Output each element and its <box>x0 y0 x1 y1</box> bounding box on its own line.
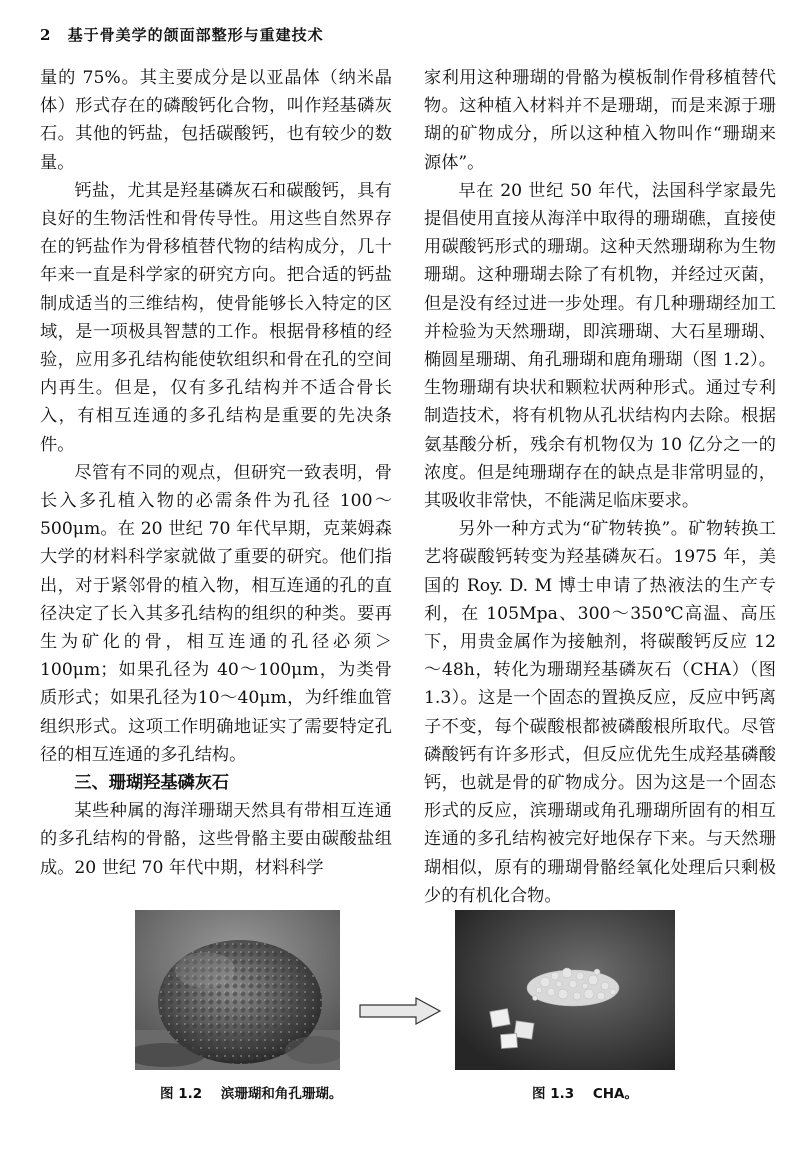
arrow-right-icon <box>358 996 442 1026</box>
figure-number: 图 1.2 <box>160 1086 203 1102</box>
figure-coral-photo <box>135 910 340 1070</box>
book-title: 基于骨美学的颌面部整形与重建技术 <box>67 26 324 44</box>
left-column <box>40 64 392 882</box>
figure-number: 图 1.3 <box>532 1086 575 1102</box>
right-column <box>424 64 776 910</box>
cha-photo <box>455 910 675 1070</box>
figure-cha-photo <box>455 910 675 1070</box>
figure-caption-1-3 <box>532 1082 638 1102</box>
figure-caption-text: CHA。 <box>592 1086 638 1102</box>
section-heading: 三、珊瑚羟基磷灰石 <box>74 773 230 794</box>
paragraph: 早在 20 世纪 50 年代，法国科学家最先提倡使用直接从海洋中取得的珊瑚礁，直接使用碳酸钙形式的珊瑚。这种天然珊瑚称为生物珊瑚。这种珊瑚去除了有机物，并经过灭菌，但是没有经过进一步处理。有几种珊瑚经加工并检验为天然珊瑚，即滨珊瑚、大石星珊瑚、椭圆星珊瑚、角孔珊瑚和鹿角珊瑚（图 1.2）。生物珊瑚有块状和颗粒状两种形式。通过专利制造技术，将有机物从孔状结构内去除。根据氨基酸分析，残余有机物仅为 10 亿分之一的浓度。但是纯珊瑚存在的缺点是非常明显的，其吸收非常快，不能满足临床要求。 <box>424 180 776 512</box>
paragraph: 另外一种方式为“矿物转换”。矿物转换工艺将碳酸钙转变为羟基磷灰石。1975 年，美国的 Roy. D. M 博士申请了热液法的生产专利，在 105Mpa、300～350℃高温、高压下，用贵金属作为接触剂，将碳酸钙反应 12～48h，转化为珊瑚羟基磷灰石（CHA）（图 1.3）。这是一个固态的置换反应，反应中钙离子不变，每个碳酸根都被磷酸根所取代。尽管磷酸钙有许多形式，但反应优先生成羟基磷酸钙，也就是骨的矿物成分。因为这是一个固态形式的反应，滨珊瑚或角孔珊瑚所固有的相互连通的多孔结构被完好地保存下来。与天然珊瑚相似，原有的珊瑚骨骼经氧化处理后只剩极少的有机化合物。 <box>424 519 776 906</box>
paragraph: 量的 75%。其主要成分是以亚晶体（纳米晶体）形式存在的磷酸钙化合物，叫作羟基磷灰石。其他的钙盐，包括碳酸钙，也有较少的数量。 <box>40 68 392 173</box>
paragraph: 尽管有不同的观点，但研究一致表明，骨长入多孔植入物的必需条件为孔径 100～500μm。在 20 世纪 70 年代早期，克莱姆森大学的材料科学家就做了重要的研究。他们指出，对于紧邻骨的植入物，相互连通的孔的直径决定了长入其多孔结构的组织的种类。要再生为矿化的骨，相互连通的孔径必须＞100μm；如果孔径为 40～100μm，为类骨质形式；如果孔径为10～40μm，为纤维血管组织形式。这项工作明确地证实了需要特定孔径的相互连通的多孔结构。 <box>40 462 392 765</box>
figure-caption-1-2 <box>160 1082 342 1102</box>
page-number: 2 <box>40 26 52 44</box>
figure-caption-text: 滨珊瑚和角孔珊瑚。 <box>220 1086 343 1102</box>
paragraph: 钙盐，尤其是羟基磷灰石和碳酸钙，具有良好的生物活性和骨传导性。用这些自然界存在的钙盐作为骨移植替代物的结构成分，几十年来一直是科学家的研究方向。把合适的钙盐制成适当的三维结构，使骨能够长入特定的区域，是一项极具智慧的工作。根据骨移植的经验，应用多孔结构能使软组织和骨在孔的空间内再生。但是，仅有多孔结构并不适合骨长入，有相互连通的多孔结构是重要的先决条件。 <box>40 180 392 455</box>
page-header <box>40 24 324 45</box>
paragraph: 家利用这种珊瑚的骨骼为模板制作骨移植替代物。这种植入材料并不是珊瑚，而是来源于珊瑚的矿物成分，所以这种植入物叫作“珊瑚来源体”。 <box>424 68 776 173</box>
paragraph: 某些种属的海洋珊瑚天然具有带相互连通的多孔结构的骨骼，这些骨骼主要由碳酸盐组成。20 世纪 70 年代中期，材料科学 <box>40 801 392 878</box>
coral-photo <box>135 910 340 1070</box>
